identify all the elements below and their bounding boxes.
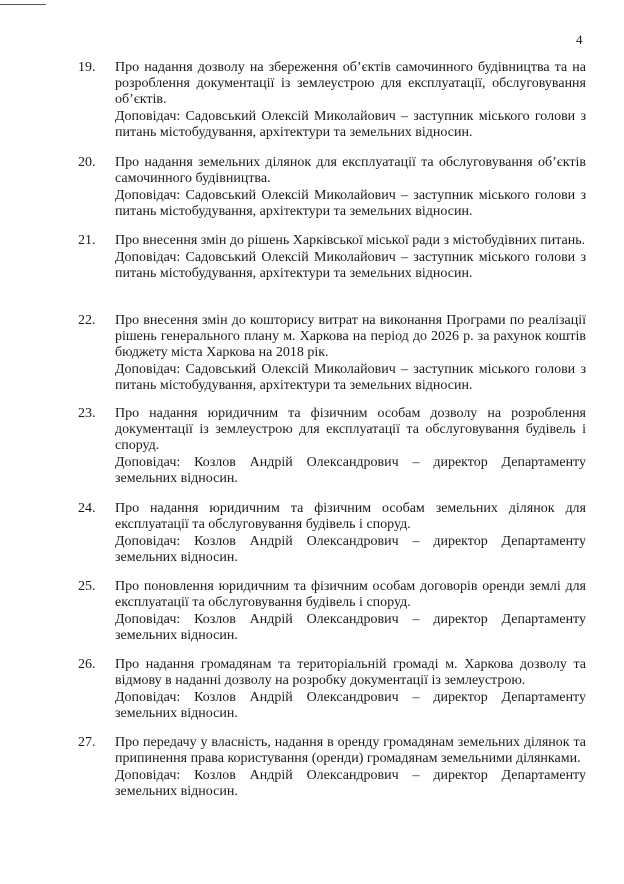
item-speaker: Доповідач: Садовський Олексій Миколайович – заступник міського голови з питань містобудування, архітектури та земельних відносин. xyxy=(115,250,586,281)
item-title: Про внесення змін до кошторису витрат на виконання Програми по реалізації рішень генерального плану м. Харкова на період до 2026 р. за рахунок коштів бюджету міста Харкова на 2018 рік. xyxy=(115,313,586,360)
item-number: 26. xyxy=(78,657,96,672)
item-speaker: Доповідач: Козлов Андрій Олександрович – директор Департаменту земельних відносин. xyxy=(115,534,586,565)
agenda-item-20 xyxy=(78,155,593,220)
item-title: Про передачу у власність, надання в оренду громадянам земельних ділянок та припинення права користування (оренди) громадянам земельними ділянками. xyxy=(115,735,586,766)
agenda-item-26 xyxy=(78,657,593,722)
agenda-item-19 xyxy=(78,60,593,141)
item-number: 24. xyxy=(78,501,96,516)
page-number: 4 xyxy=(576,32,583,47)
item-number: 23. xyxy=(78,406,96,421)
item-number: 25. xyxy=(78,579,96,594)
item-speaker: Доповідач: Садовський Олексій Миколайович – заступник міського голови з питань містобудування, архітектури та земельних відносин. xyxy=(115,188,586,219)
item-title: Про внесення змін до рішень Харківської міської ради з містобудівних питань. xyxy=(115,233,586,248)
item-title: Про поновлення юридичним та фізичним особам договорів оренди землі для експлуатації та обслуговування будівель і споруд. xyxy=(115,579,586,610)
item-number: 19. xyxy=(78,60,96,75)
agenda-item-23 xyxy=(78,406,593,487)
item-number: 21. xyxy=(78,233,96,248)
item-speaker: Доповідач: Козлов Андрій Олександрович – директор Департаменту земельних відносин. xyxy=(115,612,586,643)
item-title: Про надання юридичним та фізичним особам земельних ділянок для експлуатації та обслуговування будівель і споруд. xyxy=(115,501,586,532)
item-title: Про надання дозволу на збереження об’єктів самочинного будівництва та на розроблення документації із землеустрою для експлуатації, обслуговування об’єктів. xyxy=(115,60,586,107)
item-number: 20. xyxy=(78,155,96,170)
item-speaker: Доповідач: Садовський Олексій Миколайович – заступник міського голови з питань містобудування, архітектури та земельних відносин. xyxy=(115,109,586,140)
agenda-item-22 xyxy=(78,313,593,394)
agenda-item-24 xyxy=(78,501,593,566)
item-speaker: Доповідач: Козлов Андрій Олександрович – директор Департаменту земельних відносин. xyxy=(115,768,586,799)
item-number: 27. xyxy=(78,735,96,750)
agenda-item-21 xyxy=(78,233,593,282)
agenda-item-25 xyxy=(78,579,593,644)
item-title: Про надання громадянам та територіальній громаді м. Харкова дозволу та відмову в наданні дозволу на розробку документації із землеустрою. xyxy=(115,657,586,688)
item-title: Про надання земельних ділянок для експлуатації та обслуговування об’єктів самочинного будівництва. xyxy=(115,155,586,186)
item-speaker: Доповідач: Садовський Олексій Миколайович – заступник міського голови з питань містобудування, архітектури та земельних відносин. xyxy=(115,362,586,393)
item-speaker: Доповідач: Козлов Андрій Олександрович – директор Департаменту земельних відносин. xyxy=(115,690,586,721)
item-number: 22. xyxy=(78,313,96,328)
agenda-item-27 xyxy=(78,735,593,800)
item-speaker: Доповідач: Козлов Андрій Олександрович – директор Департаменту земельних відносин. xyxy=(115,455,586,486)
item-title: Про надання юридичним та фізичним особам дозволу на розроблення документації із землеустрою для експлуатації та обслуговування будівель і споруд. xyxy=(115,406,586,453)
